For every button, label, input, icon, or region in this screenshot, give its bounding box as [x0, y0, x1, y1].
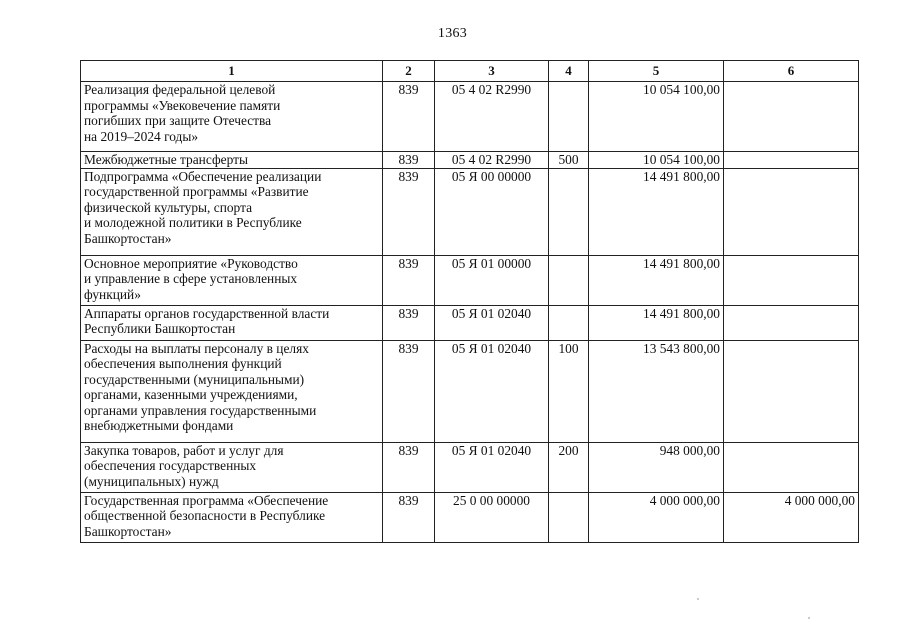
page-number: 1363 [437, 26, 468, 41]
row-name: Межбюджетные трансферты [81, 152, 383, 169]
table-row [81, 82, 859, 152]
row-amount: 13 543 800,00 [589, 340, 724, 442]
row-amount: 14 491 800,00 [589, 255, 724, 305]
row-code: 839 [383, 168, 435, 255]
table-row [81, 168, 859, 255]
row-amount-col6 [724, 152, 859, 169]
column-header-4: 4 [549, 61, 589, 82]
table-row [81, 152, 859, 169]
row-target-code: 05 Я 01 02040 [435, 442, 549, 492]
row-name: Государственная программа «Обеспечение общественной безопасности в Республике Башкортостан» [81, 492, 383, 542]
row-name: Закупка товаров, работ и услуг для обеспечения государственных (муниципальных) нужд [81, 442, 383, 492]
row-expense-type: 100 [549, 340, 589, 442]
row-amount-col6 [724, 82, 859, 152]
row-name: Основное мероприятие «Руководство и управление в сфере установленных функций» [81, 255, 383, 305]
scan-speck [808, 617, 810, 619]
row-name: Реализация федеральной целевой программы «Увековечение памяти погибших при защите Отечества на 2019–2024 годы» [81, 82, 383, 152]
column-header-5: 5 [589, 61, 724, 82]
row-amount: 14 491 800,00 [589, 168, 724, 255]
table-row [81, 255, 859, 305]
row-target-code: 05 Я 01 02040 [435, 340, 549, 442]
table-header [81, 61, 859, 82]
row-amount: 14 491 800,00 [589, 305, 724, 340]
column-header-2: 2 [383, 61, 435, 82]
row-amount-col6 [724, 305, 859, 340]
row-code: 839 [383, 442, 435, 492]
row-expense-type: 200 [549, 442, 589, 492]
row-code: 839 [383, 152, 435, 169]
table-row [81, 492, 859, 542]
row-name: Аппараты органов государственной власти Республики Башкортостан [81, 305, 383, 340]
row-expense-type: 500 [549, 152, 589, 169]
table-row [81, 340, 859, 442]
table-row [81, 305, 859, 340]
row-code: 839 [383, 305, 435, 340]
row-target-code: 05 4 02 R2990 [435, 152, 549, 169]
row-amount-col6 [724, 168, 859, 255]
row-amount-col6 [724, 340, 859, 442]
header-row [81, 61, 859, 82]
row-expense-type [549, 492, 589, 542]
row-expense-type [549, 82, 589, 152]
row-target-code: 05 4 02 R2990 [435, 82, 549, 152]
table-row [81, 442, 859, 492]
row-target-code: 05 Я 01 00000 [435, 255, 549, 305]
row-target-code: 05 Я 01 02040 [435, 305, 549, 340]
row-name: Подпрограмма «Обеспечение реализации государственной программы «Развитие физической культуры, спорта и молодежной политики в Республике Башкортостан» [81, 168, 383, 255]
row-code: 839 [383, 492, 435, 542]
budget-table [80, 60, 859, 543]
column-header-3: 3 [435, 61, 549, 82]
row-expense-type [549, 168, 589, 255]
row-amount-col6: 4 000 000,00 [724, 492, 859, 542]
row-expense-type [549, 305, 589, 340]
row-amount-col6 [724, 255, 859, 305]
scan-speck [697, 598, 699, 600]
row-name: Расходы на выплаты персоналу в целях обеспечения выполнения функций государственными (муниципальными) органами, казенными учреждениями, органами управления государственными внебюджетными фондами [81, 340, 383, 442]
column-header-6: 6 [724, 61, 859, 82]
row-target-code: 25 0 00 00000 [435, 492, 549, 542]
row-code: 839 [383, 340, 435, 442]
row-amount: 10 054 100,00 [589, 152, 724, 169]
row-expense-type [549, 255, 589, 305]
row-amount: 948 000,00 [589, 442, 724, 492]
table-body [81, 82, 859, 543]
row-target-code: 05 Я 00 00000 [435, 168, 549, 255]
row-amount: 4 000 000,00 [589, 492, 724, 542]
row-code: 839 [383, 82, 435, 152]
row-code: 839 [383, 255, 435, 305]
row-amount-col6 [724, 442, 859, 492]
column-header-1: 1 [81, 61, 383, 82]
row-amount: 10 054 100,00 [589, 82, 724, 152]
